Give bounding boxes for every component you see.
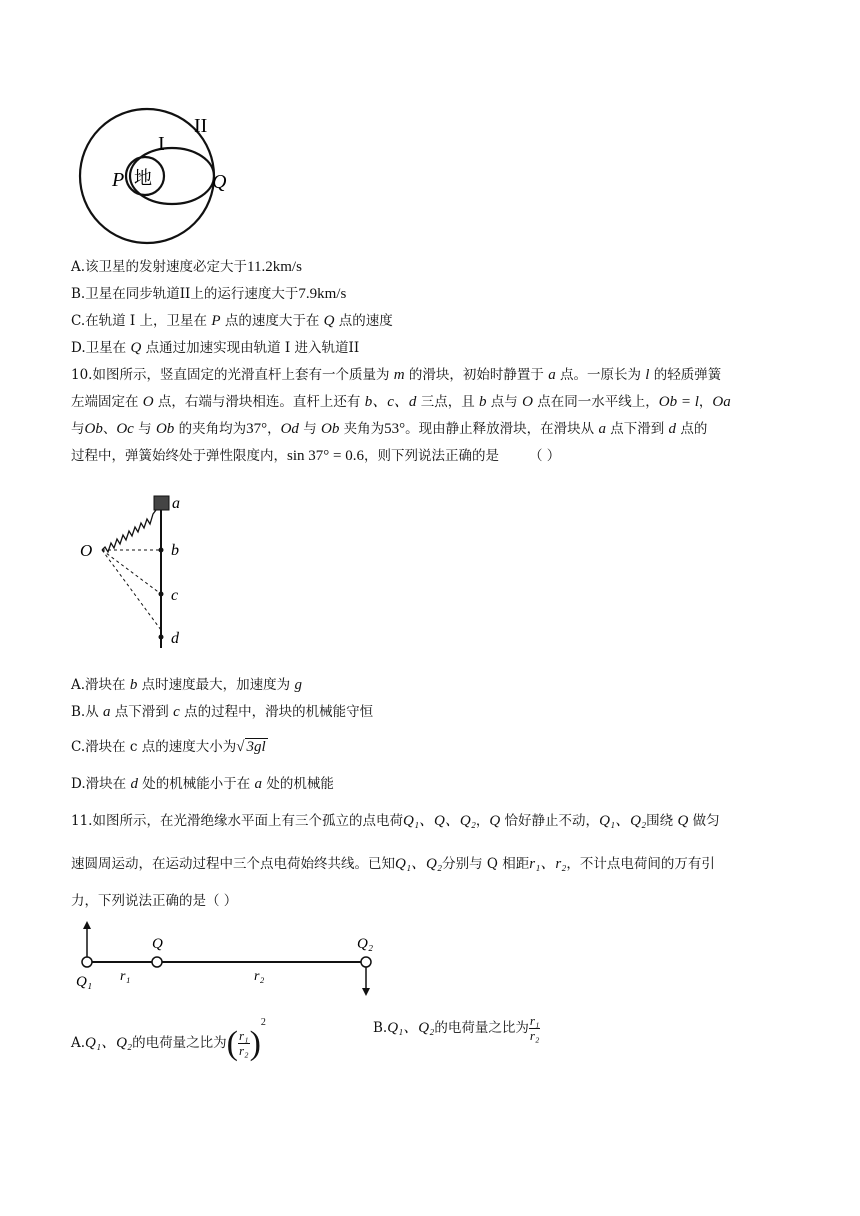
var: Ob xyxy=(84,421,103,437)
text: 。现由静止释放滑块，在滑块从 xyxy=(405,421,599,437)
label-a: a xyxy=(172,495,180,512)
label-Q1: Q₁ xyxy=(76,974,93,990)
denominator: r₂ xyxy=(529,1028,540,1043)
line-Od xyxy=(102,550,161,630)
q9-option-a-text: A.该卫星的发射速度必定大于 xyxy=(71,259,248,275)
var: c xyxy=(173,704,180,720)
spring xyxy=(102,510,156,552)
label-c: c xyxy=(171,587,179,604)
numerator: r₁ xyxy=(529,1013,540,1028)
var: Ob xyxy=(155,421,175,437)
text: D.卫星在 xyxy=(71,340,131,356)
text: 的轻质弹簧 xyxy=(649,367,722,383)
text: A. xyxy=(71,1035,86,1051)
label-d: d xyxy=(171,630,179,647)
text: B. xyxy=(373,1020,388,1036)
var: b xyxy=(479,394,487,410)
text: 分别与 Q 相距 xyxy=(442,856,530,872)
numerator: r₁ xyxy=(238,1028,249,1043)
label-r1: r₁ xyxy=(120,969,131,984)
var: a xyxy=(254,776,263,792)
var: m xyxy=(393,367,405,383)
text: 点下滑到 xyxy=(605,421,669,437)
equation: sin 37° = 0.6 xyxy=(287,448,364,464)
q11-option-a xyxy=(71,1014,266,1060)
text: 处的机械能 xyxy=(262,776,334,792)
equation: Ob = l xyxy=(658,394,699,410)
var: P xyxy=(211,313,221,329)
fraction xyxy=(529,1014,541,1043)
q9-option-a-value: 11.2km/s xyxy=(247,259,302,275)
label-Q: Q xyxy=(152,936,163,952)
text: 的电荷量之比为 xyxy=(132,1035,227,1051)
answer-blank: （ ） xyxy=(528,448,561,464)
charges-figure xyxy=(72,918,392,998)
fraction xyxy=(238,1029,250,1058)
var: Oc xyxy=(116,421,134,437)
text: 点在同一水平线上， xyxy=(532,394,659,410)
q11-stem-line2 xyxy=(71,855,715,873)
text: 力，下列说法正确的是（ ） xyxy=(71,893,238,909)
var: Ob xyxy=(321,421,340,437)
text: C.滑块在 c 点的速度大小为 xyxy=(71,739,237,755)
var: Od xyxy=(280,421,299,437)
text: 的滑块，初始时静置于 xyxy=(404,367,549,383)
var: Q₁、Q、Q₂ xyxy=(402,813,476,829)
text: 的夹角均为 xyxy=(174,421,247,437)
text: 处的机械能小于在 xyxy=(137,776,255,792)
text: 点下滑到 xyxy=(110,704,174,720)
slider-block xyxy=(154,496,169,510)
var: Q xyxy=(130,340,142,356)
label-r2: r₂ xyxy=(254,969,265,984)
text: ， xyxy=(267,421,281,437)
arrow-up-head xyxy=(83,921,91,929)
denominator: r₂ xyxy=(238,1043,249,1058)
text: 夹角为 xyxy=(339,421,385,437)
text: C.在轨道 I 上，卫星在 xyxy=(71,313,212,329)
charge-Q xyxy=(152,957,162,967)
right-paren: ) xyxy=(249,1024,261,1062)
text: A.滑块在 xyxy=(71,677,130,693)
line-Oc xyxy=(102,550,161,594)
q10-stem-line4 xyxy=(71,447,560,465)
label-Q2: Q₂ xyxy=(357,936,374,952)
text: 点。一原长为 xyxy=(555,367,646,383)
q10-option-d xyxy=(71,775,334,793)
text: 点的速度 xyxy=(334,313,393,329)
q9-option-b-text: B.卫星在同步轨道II上的运行速度大于 xyxy=(71,286,299,302)
text: 左端固定在 xyxy=(71,394,143,410)
text: 的电荷量之比为 xyxy=(434,1020,529,1036)
text: 10.如图所示，竖直固定的光滑直杆上套有一个质量为 xyxy=(71,367,394,383)
var: Q₁、Q₂ xyxy=(599,813,647,829)
var: a xyxy=(598,421,606,437)
q10-option-a xyxy=(71,676,302,694)
var: d xyxy=(130,776,138,792)
var: Q₁、Q₂ xyxy=(85,1035,133,1051)
text: 11.如图所示，在光滑绝缘水平面上有三个孤立的点电荷 xyxy=(71,813,403,829)
text: 与 xyxy=(298,421,322,437)
var: Q xyxy=(677,813,689,829)
sqrt-expression: √ 3gl xyxy=(236,739,266,755)
label-II: II xyxy=(194,115,208,137)
var: g xyxy=(294,677,302,693)
q10-stem-line1 xyxy=(71,366,721,384)
q9-option-a xyxy=(71,258,302,276)
point-d xyxy=(159,635,164,640)
var: Q xyxy=(489,813,501,829)
text: 速圆周运动，在运动过程中三个点电荷始终共线。已知 xyxy=(71,856,395,872)
text: 点，右端与滑块相连。直杆上还有 xyxy=(153,394,365,410)
label-P: P xyxy=(112,169,125,191)
text: ， xyxy=(698,394,713,410)
text: ，不计点电荷间的万有引 xyxy=(566,856,715,872)
text: 点通过加速实现由轨道 I 进入轨道II xyxy=(141,340,360,356)
spring-rod-figure xyxy=(74,490,194,660)
q11-option-b xyxy=(373,1014,540,1060)
left-paren: ( xyxy=(226,1024,238,1062)
text: D.滑块在 xyxy=(71,776,131,792)
var: Q xyxy=(323,313,335,329)
label-earth: 地 xyxy=(134,168,152,189)
text: 、 xyxy=(102,421,117,437)
text: 点时速度最大，加速度为 xyxy=(137,677,295,693)
angle: 37° xyxy=(246,421,268,437)
var: Q₁、Q₂ xyxy=(395,856,443,872)
text: ， xyxy=(475,813,490,829)
var: Oa xyxy=(712,394,731,410)
var: l xyxy=(645,367,650,383)
var: O xyxy=(522,394,533,410)
charge-Q1 xyxy=(82,957,92,967)
var: O xyxy=(142,394,154,410)
text: 围绕 xyxy=(646,813,678,829)
q10-stem-line3 xyxy=(71,420,707,438)
text: 过程中，弹簧始终处于弹性限度内， xyxy=(71,448,287,464)
q10-option-b xyxy=(71,703,373,721)
text: 点的速度大于在 xyxy=(220,313,324,329)
var: b xyxy=(129,677,138,693)
text: 点与 xyxy=(486,394,523,410)
text: 三点，且 xyxy=(416,394,479,410)
q9-option-b xyxy=(71,285,346,303)
var: b、c、d xyxy=(364,394,417,410)
arrow-down-head xyxy=(362,988,370,996)
var: a xyxy=(548,367,556,383)
q9-option-d xyxy=(71,339,359,357)
text: B.从 xyxy=(71,704,104,720)
q11-stem-line1 xyxy=(71,812,720,830)
text: 与 xyxy=(71,421,85,437)
point-c xyxy=(159,592,164,597)
text: ，则下列说法正确的是 xyxy=(363,448,499,464)
orbit-figure xyxy=(72,92,232,247)
label-b: b xyxy=(171,542,179,559)
text: 与 xyxy=(133,421,156,437)
q11-stem-line3 xyxy=(71,892,237,910)
var: Q₁、Q₂ xyxy=(387,1020,435,1036)
text: 做匀 xyxy=(688,813,720,829)
exponent: 2 xyxy=(260,1017,266,1028)
text: 恰好静止不动， xyxy=(500,813,600,829)
q9-option-b-value: 7.9km/s xyxy=(298,286,347,302)
var: r₁、r₂ xyxy=(529,856,567,872)
point-b xyxy=(159,548,164,553)
q10-stem-line2 xyxy=(71,393,731,411)
charge-Q2 xyxy=(361,957,371,967)
text: 点的 xyxy=(676,421,708,437)
text: 点的过程中，滑块的机械能守恒 xyxy=(179,704,374,720)
var: d xyxy=(668,421,677,437)
var: a xyxy=(103,704,111,720)
label-I: I xyxy=(158,133,165,155)
radicand: 3gl xyxy=(246,739,266,755)
label-O: O xyxy=(80,541,93,560)
q10-option-c xyxy=(71,738,268,756)
angle: 53° xyxy=(384,421,406,437)
q9-option-c xyxy=(71,312,393,330)
label-Q: Q xyxy=(212,171,227,193)
